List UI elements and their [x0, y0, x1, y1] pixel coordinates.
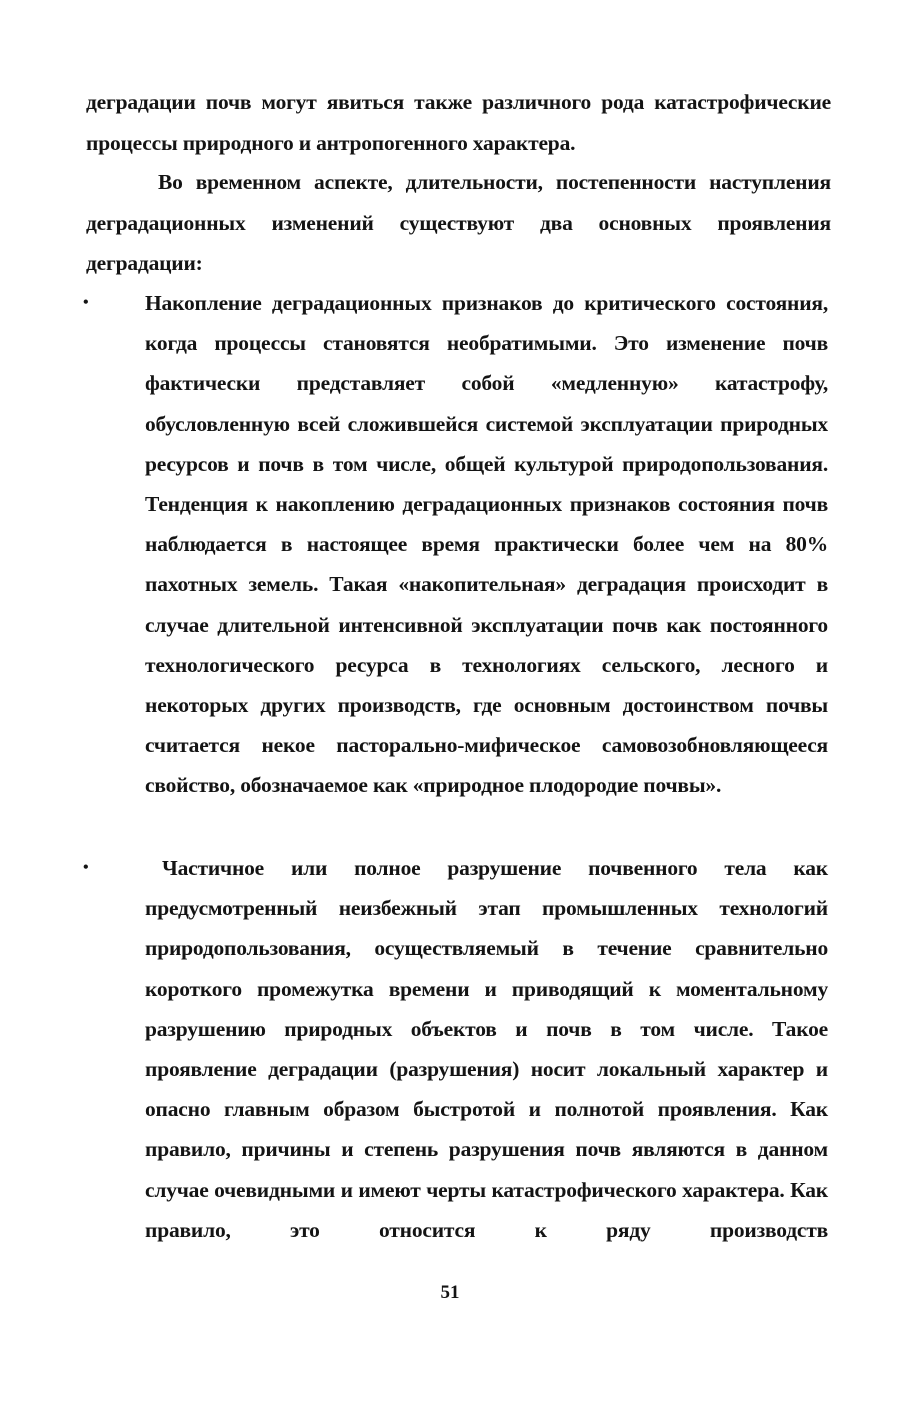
temporal-aspect-paragraph: Во временном аспекте, длительности, постепенности наступления деградационных изменений существуют два основных проявления деградации:: [86, 170, 831, 275]
bullet-text-accumulation: Накопление деградационных признаков до критического состояния, когда процессы становятся необратимыми. Это изменение почв фактически представляет собой «медленную» катастрофу, обусловленную всей сложившейся системой эксплуатации природных ресурсов и почв в том числе, общей культурой природопользования. Тенденция к накоплению деградационных признаков состояния почв наблюдается в настоящее время практически более чем на 80% пахотных земель. Такая «накопительная» деградация происходит в случае длительной интенсивной эксплуатации почв как постоянного технологического ресурса в технологиях сельского, лесного и некоторых других производств, где основным достоинством почвы считается некое пасторально-мифическое самовозобновляющееся свойство, обозначаемое как «природное плодородие почвы».: [145, 291, 828, 798]
intro-paragraph: деградации почв могут явиться также различного рода катастрофические процессы природного и антропогенного характера.: [86, 90, 831, 155]
page-number: 51: [440, 1282, 460, 1303]
bullet-icon: •: [83, 294, 89, 311]
bullet-text-destruction: Частичное или полное разрушение почвенного тела как предусмотренный неизбежный этап промышленных технологий природопользования, осуществляемый в течение сравнительно короткого промежутка времени и приводящий к моментальному разрушению природных объектов и почв в том числе. Такое проявление деградации (разрушения) носит локальный характер и опасно главным образом быстротой и полнотой проявления. Как правило, причины и степень разрушения почв являются в данном случае очевидными и имеют черты катастрофического характера. Как правило, это относится к ряду производств: [145, 856, 828, 1242]
bullet-icon: •: [83, 859, 89, 876]
